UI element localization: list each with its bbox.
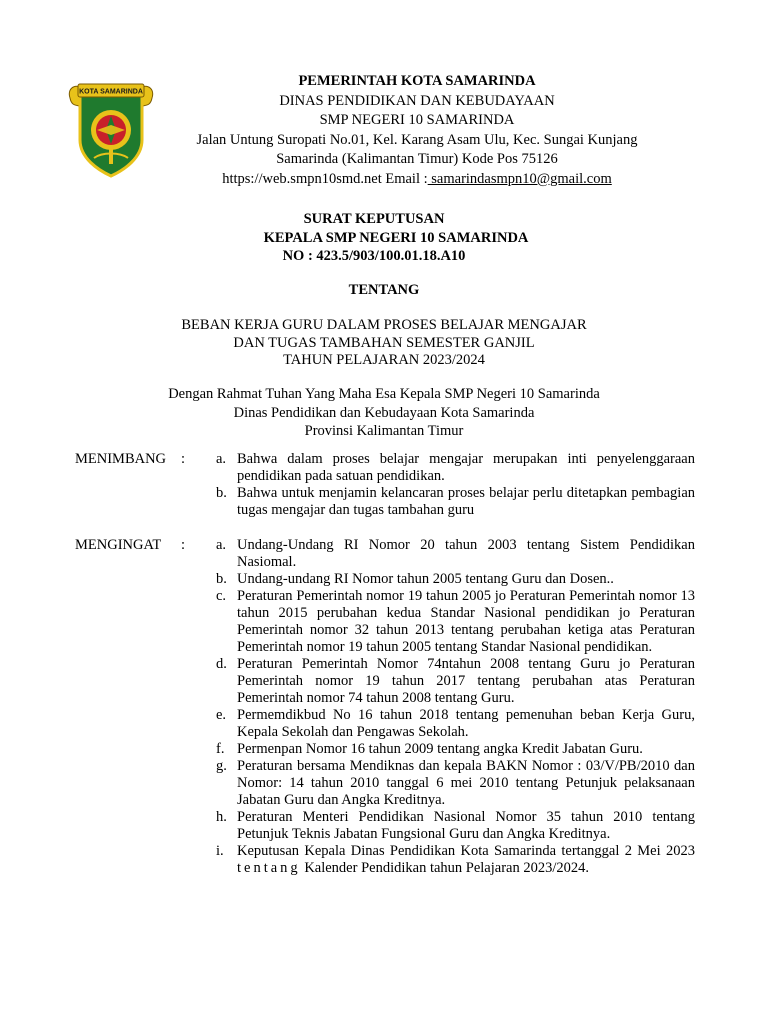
list-item: g. Peraturan bersama Mendiknas dan kepala BAKN Nomor : 03/V/PB/2010 dan Nomor: 14 tahun 2010 tanggal 6 mei 2010 tentang Petunjuk pelaksanaan Jabatan Guru dan Angka Kreditnya.: [216, 758, 695, 808]
letterhead: [150, 72, 684, 189]
opening-statement: Dengan Rahmat Tuhan Yang Maha Esa Kepala SMP Negeri 10 Samarinda Dinas Pendidikan dan Kebudayaan Kota Samarinda Provinsi Kalimantan Timur: [168, 386, 600, 439]
menimbang-label: MENIMBANG: [75, 451, 167, 467]
list-item: i. Keputusan Kepala Dinas Pendidikan Kota Samarinda tertanggal 2 Mei 2023 tentang Kalender Pendidikan tahun Pelajaran 2023/2024.: [216, 843, 695, 876]
list-item: e. Permemdikbud No 16 tahun 2018 tentang pemenuhan beban Kerja Guru, Kepala Sekolah dan Pengawas Sekolah.: [216, 707, 695, 740]
decree-number: NO : 423.5/903/100.01.18.A10: [282, 248, 466, 264]
list-item: a. Undang-Undang RI Nomor 20 tahun 2003 tentang Sistem Pendidikan Nasiomal.: [216, 537, 695, 570]
list-item: c. Peraturan Pemerintah nomor 19 tahun 2005 jo Peraturan Pemerintah nomor 13 tahun 2015 perubahan kedua Standar Nasional pendidikan jo Peraturan Pemerintah nomor 32 tahun 2013 tentang perubahan ketiga atas Peraturan Pemerintah nomor 19 tahun 2005 tentang Standar Nasional pendidikan.: [216, 588, 695, 655]
menimbang-list: [216, 451, 695, 519]
menimbang-colon: :: [181, 451, 186, 467]
decree-title: SURAT KEPUTUSAN: [303, 211, 445, 227]
list-item: a. Bahwa dalam proses belajar mengajar merupakan inti penyelenggaraan pendidikan pada satuan pendidikan.: [216, 451, 695, 484]
decree-issuer: KEPALA SMP NEGERI 10 SAMARINDA: [263, 230, 529, 246]
school-city-postal: Samarinda (Kalimantan Timur) Kode Pos 75126: [276, 151, 558, 167]
website-email-prefix: https://web.smpn10smd.net Email :: [222, 170, 428, 187]
department-name: DINAS PENDIDIKAN DAN KEBUDAYAAN: [279, 92, 555, 109]
about-heading: TENTANG: [348, 282, 420, 298]
list-item: b. Bahwa untuk menjamin kelancaran proses belajar perlu ditetapkan pembagian tugas mengajar dan tugas tambahan guru: [216, 485, 695, 518]
mengingat-colon: :: [181, 537, 186, 553]
list-item: h. Peraturan Menteri Pendidikan Nasional Nomor 35 tahun 2010 tentang Petunjuk Teknis Jabatan Fungsional Guru dan Angka Kreditnya.: [216, 809, 695, 842]
school-name: SMP NEGERI 10 SAMARINDA: [319, 112, 515, 128]
list-item: f. Permenpan Nomor 16 tahun 2009 tentang angka Kredit Jabatan Guru.: [216, 741, 643, 757]
contact-line: [150, 170, 684, 190]
school-address: Jalan Untung Suropati No.01, Kel. Karang Asam Ulu, Kec. Sungai Kunjang: [196, 131, 638, 148]
mengingat-list: [216, 537, 695, 877]
mengingat-label: MENGINGAT: [75, 537, 162, 553]
kota-samarinda-crest-icon: [66, 78, 156, 178]
government-name: PEMERINTAH KOTA SAMARINDA: [298, 73, 536, 89]
list-item: b. Undang-undang RI Nomor tahun 2005 tentang Guru dan Dosen..: [216, 571, 614, 587]
email-link[interactable]: samarindasmpn10@gmail.com: [427, 170, 612, 187]
list-item: d. Peraturan Pemerintah Nomor 74ntahun 2008 tentang Guru jo Peraturan Pemerintah nomor 19 tahun 2017 tentang perubahan atas Peraturan Pemerintah nomor 74 tahun 2008 tentang Guru.: [216, 656, 695, 706]
logo-banner-text: KOTA SAMARINDA: [79, 88, 143, 96]
decree-subject: BEBAN KERJA GURU DALAM PROSES BELAJAR MENGAJAR DAN TUGAS TAMBAHAN SEMESTER GANJIL TAHUN PELAJARAN 2023/2024: [181, 317, 587, 368]
